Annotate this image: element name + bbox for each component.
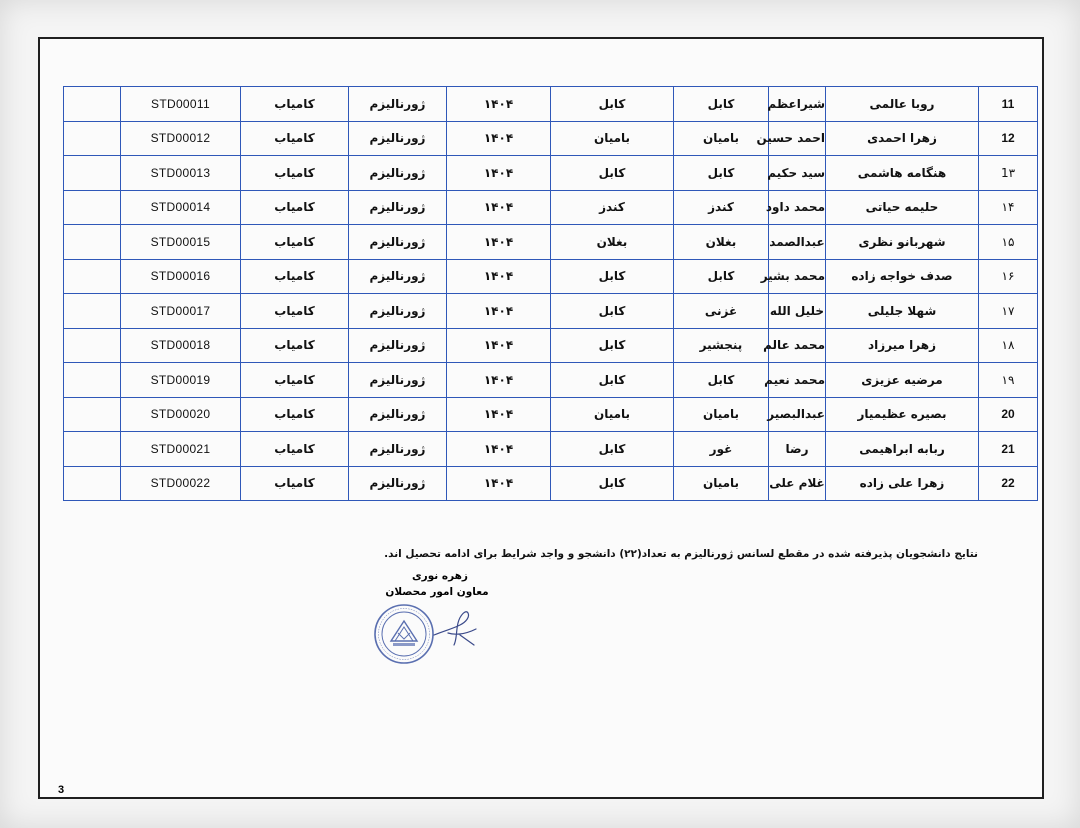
table-row <box>64 259 1038 294</box>
cell-field: ژورنالیزم <box>349 466 447 501</box>
cell-field: ژورنالیزم <box>349 156 447 191</box>
cell-field: ژورنالیزم <box>349 432 447 467</box>
cell-student-id: STD00017 <box>121 294 241 329</box>
cell-row-number: ۱۵ <box>979 225 1038 260</box>
cell-student-name: هنگامه هاشمی <box>826 156 979 191</box>
cell-extra <box>64 190 121 225</box>
cell-field: ژورنالیزم <box>349 259 447 294</box>
cell-status: کامیاب <box>241 87 349 122</box>
cell-row-number: ۱۹ <box>979 363 1038 398</box>
cell-father-name: خلیل الله <box>769 294 826 329</box>
cell-student-name: حلیمه حیاتی <box>826 190 979 225</box>
cell-province: کندز <box>674 190 769 225</box>
cell-field: ژورنالیزم <box>349 397 447 432</box>
cell-student-name: صدف خواجه زاده <box>826 259 979 294</box>
cell-field: ژورنالیزم <box>349 121 447 156</box>
cell-student-name: مرضیه عزیزی <box>826 363 979 398</box>
cell-residence: کابل <box>551 328 674 363</box>
cell-father-name: سید حکیم <box>769 156 826 191</box>
cell-row-number: ۱۴ <box>979 190 1038 225</box>
cell-province: کابل <box>674 87 769 122</box>
cell-student-id: STD00013 <box>121 156 241 191</box>
cell-residence: کابل <box>551 156 674 191</box>
cell-year: ۱۴۰۴ <box>447 432 551 467</box>
cell-year: ۱۴۰۴ <box>447 466 551 501</box>
cell-row-number: ۱۸ <box>979 328 1038 363</box>
cell-extra <box>64 259 121 294</box>
cell-student-id: STD00020 <box>121 397 241 432</box>
cell-student-name: شهربانو نظری <box>826 225 979 260</box>
cell-father-name: محمد داود <box>769 190 826 225</box>
cell-year: ۱۴۰۴ <box>447 259 551 294</box>
cell-student-id: STD00019 <box>121 363 241 398</box>
cell-status: کامیاب <box>241 121 349 156</box>
cell-student-name: ربابه ابراهیمی <box>826 432 979 467</box>
table-row <box>64 225 1038 260</box>
cell-row-number: 1۳ <box>979 156 1038 191</box>
cell-student-id: STD00012 <box>121 121 241 156</box>
cell-province: بغلان <box>674 225 769 260</box>
table-row <box>64 87 1038 122</box>
cell-residence: کابل <box>551 363 674 398</box>
table-row <box>64 121 1038 156</box>
cell-extra <box>64 156 121 191</box>
cell-province: کابل <box>674 259 769 294</box>
cell-residence: بامیان <box>551 397 674 432</box>
cell-year: ۱۴۰۴ <box>447 363 551 398</box>
cell-residence: کابل <box>551 432 674 467</box>
cell-father-name: محمد بشیر <box>769 259 826 294</box>
cell-student-name: زهرا علی زاده <box>826 466 979 501</box>
cell-student-name: روبا عالمی <box>826 87 979 122</box>
cell-extra <box>64 87 121 122</box>
cell-year: ۱۴۰۴ <box>447 87 551 122</box>
cell-row-number: ۱۶ <box>979 259 1038 294</box>
cell-residence: کابل <box>551 259 674 294</box>
cell-year: ۱۴۰۴ <box>447 190 551 225</box>
cell-father-name: رضا <box>769 432 826 467</box>
table-row <box>64 432 1038 467</box>
cell-father-name: عبدالبصیر <box>769 397 826 432</box>
cell-father-name: محمد عالم <box>769 328 826 363</box>
cell-father-name: غلام علی <box>769 466 826 501</box>
cell-extra <box>64 121 121 156</box>
cell-student-id: STD00014 <box>121 190 241 225</box>
cell-student-name: زهرا احمدی <box>826 121 979 156</box>
table-row <box>64 363 1038 398</box>
cell-student-id: STD00018 <box>121 328 241 363</box>
cell-extra <box>64 225 121 260</box>
cell-row-number: 11 <box>979 87 1038 122</box>
student-results-table <box>63 86 1038 501</box>
handwritten-signature <box>430 605 482 650</box>
cell-province: کابل <box>674 156 769 191</box>
cell-residence: بغلان <box>551 225 674 260</box>
cell-status: کامیاب <box>241 190 349 225</box>
cell-row-number: 12 <box>979 121 1038 156</box>
cell-field: ژورنالیزم <box>349 87 447 122</box>
cell-status: کامیاب <box>241 466 349 501</box>
cell-extra <box>64 432 121 467</box>
cell-province: غزنی <box>674 294 769 329</box>
table-row <box>64 466 1038 501</box>
table-row <box>64 156 1038 191</box>
cell-row-number: 22 <box>979 466 1038 501</box>
cell-residence: کندز <box>551 190 674 225</box>
cell-year: ۱۴۰۴ <box>447 294 551 329</box>
cell-year: ۱۴۰۴ <box>447 121 551 156</box>
cell-student-name: زهرا میرزاد <box>826 328 979 363</box>
cell-field: ژورنالیزم <box>349 190 447 225</box>
cell-row-number: 21 <box>979 432 1038 467</box>
cell-field: ژورنالیزم <box>349 328 447 363</box>
cell-father-name: محمد نعیم <box>769 363 826 398</box>
cell-student-name: شهلا جلیلی <box>826 294 979 329</box>
cell-extra <box>64 294 121 329</box>
cell-row-number: ۱۷ <box>979 294 1038 329</box>
cell-status: کامیاب <box>241 328 349 363</box>
cell-student-id: STD00015 <box>121 225 241 260</box>
table-row <box>64 190 1038 225</box>
cell-year: ۱۴۰۴ <box>447 156 551 191</box>
table-row <box>64 328 1038 363</box>
cell-father-name: احمد حسین <box>769 121 826 156</box>
table-row <box>64 294 1038 329</box>
cell-year: ۱۴۰۴ <box>447 397 551 432</box>
cell-status: کامیاب <box>241 432 349 467</box>
cell-province: غور <box>674 432 769 467</box>
cell-student-name: بصیره عظیمیار <box>826 397 979 432</box>
cell-father-name: شیراعظم <box>769 87 826 122</box>
cell-province: پنجشیر <box>674 328 769 363</box>
signer-name: زهره نوری <box>412 570 468 582</box>
cell-residence: کابل <box>551 294 674 329</box>
cell-student-id: STD00016 <box>121 259 241 294</box>
cell-student-id: STD00022 <box>121 466 241 501</box>
cell-province: بامیان <box>674 466 769 501</box>
cell-province: بامیان <box>674 121 769 156</box>
cell-residence: کابل <box>551 466 674 501</box>
page-number: 3 <box>58 784 65 796</box>
cell-field: ژورنالیزم <box>349 363 447 398</box>
cell-field: ژورنالیزم <box>349 294 447 329</box>
cell-residence: بامیان <box>551 121 674 156</box>
cell-extra <box>64 363 121 398</box>
cell-father-name: عبدالصمد <box>769 225 826 260</box>
cell-year: ۱۴۰۴ <box>447 328 551 363</box>
table-row <box>64 397 1038 432</box>
official-seal-stamp <box>373 603 435 665</box>
table-body <box>64 87 1038 501</box>
cell-residence: کابل <box>551 87 674 122</box>
cell-student-id: STD00011 <box>121 87 241 122</box>
cell-status: کامیاب <box>241 156 349 191</box>
cell-extra <box>64 328 121 363</box>
results-note: نتایج دانشجویان پذیرفته شده در مقطع لسانس ژورنالیزم به تعداد(۲۲) دانشجو و واجد شرایط برای ادامه تحصیل اند. <box>384 548 978 560</box>
cell-status: کامیاب <box>241 225 349 260</box>
signer-title: معاون امور محصلان <box>385 586 489 598</box>
cell-status: کامیاب <box>241 294 349 329</box>
cell-status: کامیاب <box>241 259 349 294</box>
cell-extra <box>64 466 121 501</box>
cell-year: ۱۴۰۴ <box>447 225 551 260</box>
cell-student-id: STD00021 <box>121 432 241 467</box>
cell-field: ژورنالیزم <box>349 225 447 260</box>
cell-province: کابل <box>674 363 769 398</box>
cell-status: کامیاب <box>241 363 349 398</box>
cell-extra <box>64 397 121 432</box>
cell-row-number: 20 <box>979 397 1038 432</box>
cell-province: بامیان <box>674 397 769 432</box>
cell-status: کامیاب <box>241 397 349 432</box>
